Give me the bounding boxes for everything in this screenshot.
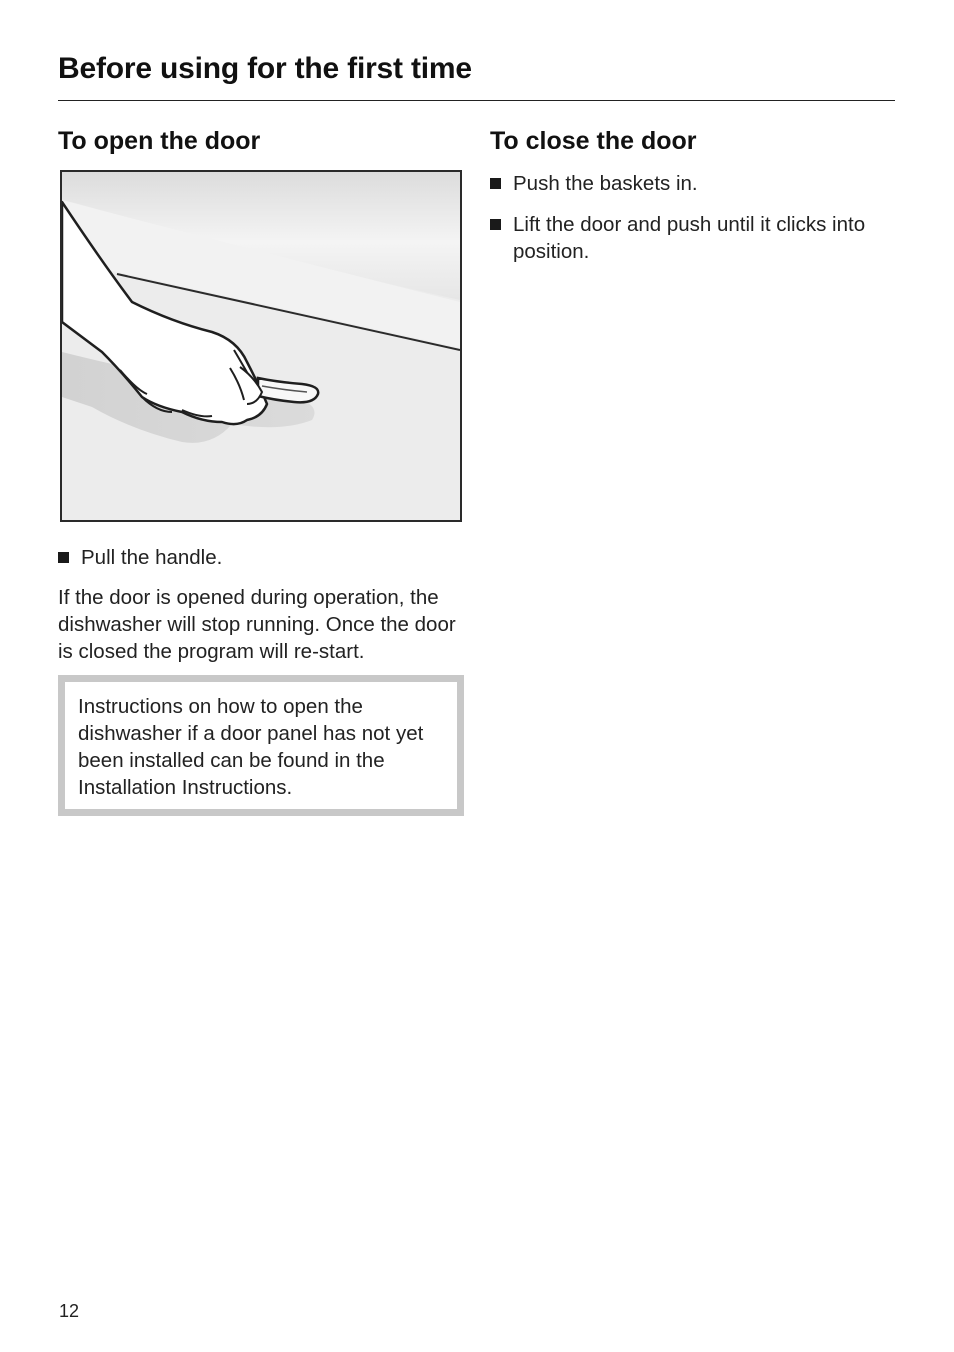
hand-pulling-handle-icon — [62, 172, 460, 520]
list-item — [490, 211, 890, 265]
bullet-text: Push the baskets in. — [513, 172, 698, 195]
close-door-heading: To close the door — [490, 127, 697, 155]
bullet-square-icon — [490, 219, 501, 230]
installation-note-box — [58, 675, 464, 816]
operation-paragraph: If the door is opened during operation, the dishwasher will stop running. Once the door is closed the program will re-start. — [58, 586, 456, 663]
page-title: Before using for the first time — [58, 52, 472, 85]
page-number: 12 — [59, 1301, 80, 1321]
title-divider — [58, 100, 895, 101]
open-door-heading: To open the door — [58, 127, 261, 155]
note-text: Instructions on how to open the dishwasher if a door panel has not yet been installed can be found in the Installation Instructions. — [78, 695, 424, 799]
close-door-section — [490, 124, 890, 279]
bullet-square-icon — [58, 552, 69, 563]
open-door-section — [58, 124, 464, 816]
bullet-square-icon — [490, 178, 501, 189]
bullet-text: Pull the handle. — [81, 546, 223, 569]
bullet-text: Lift the door and push until it clicks into position. — [513, 213, 866, 263]
open-door-figure — [60, 170, 462, 522]
list-item — [490, 170, 890, 197]
pull-handle-bullet — [58, 544, 464, 571]
